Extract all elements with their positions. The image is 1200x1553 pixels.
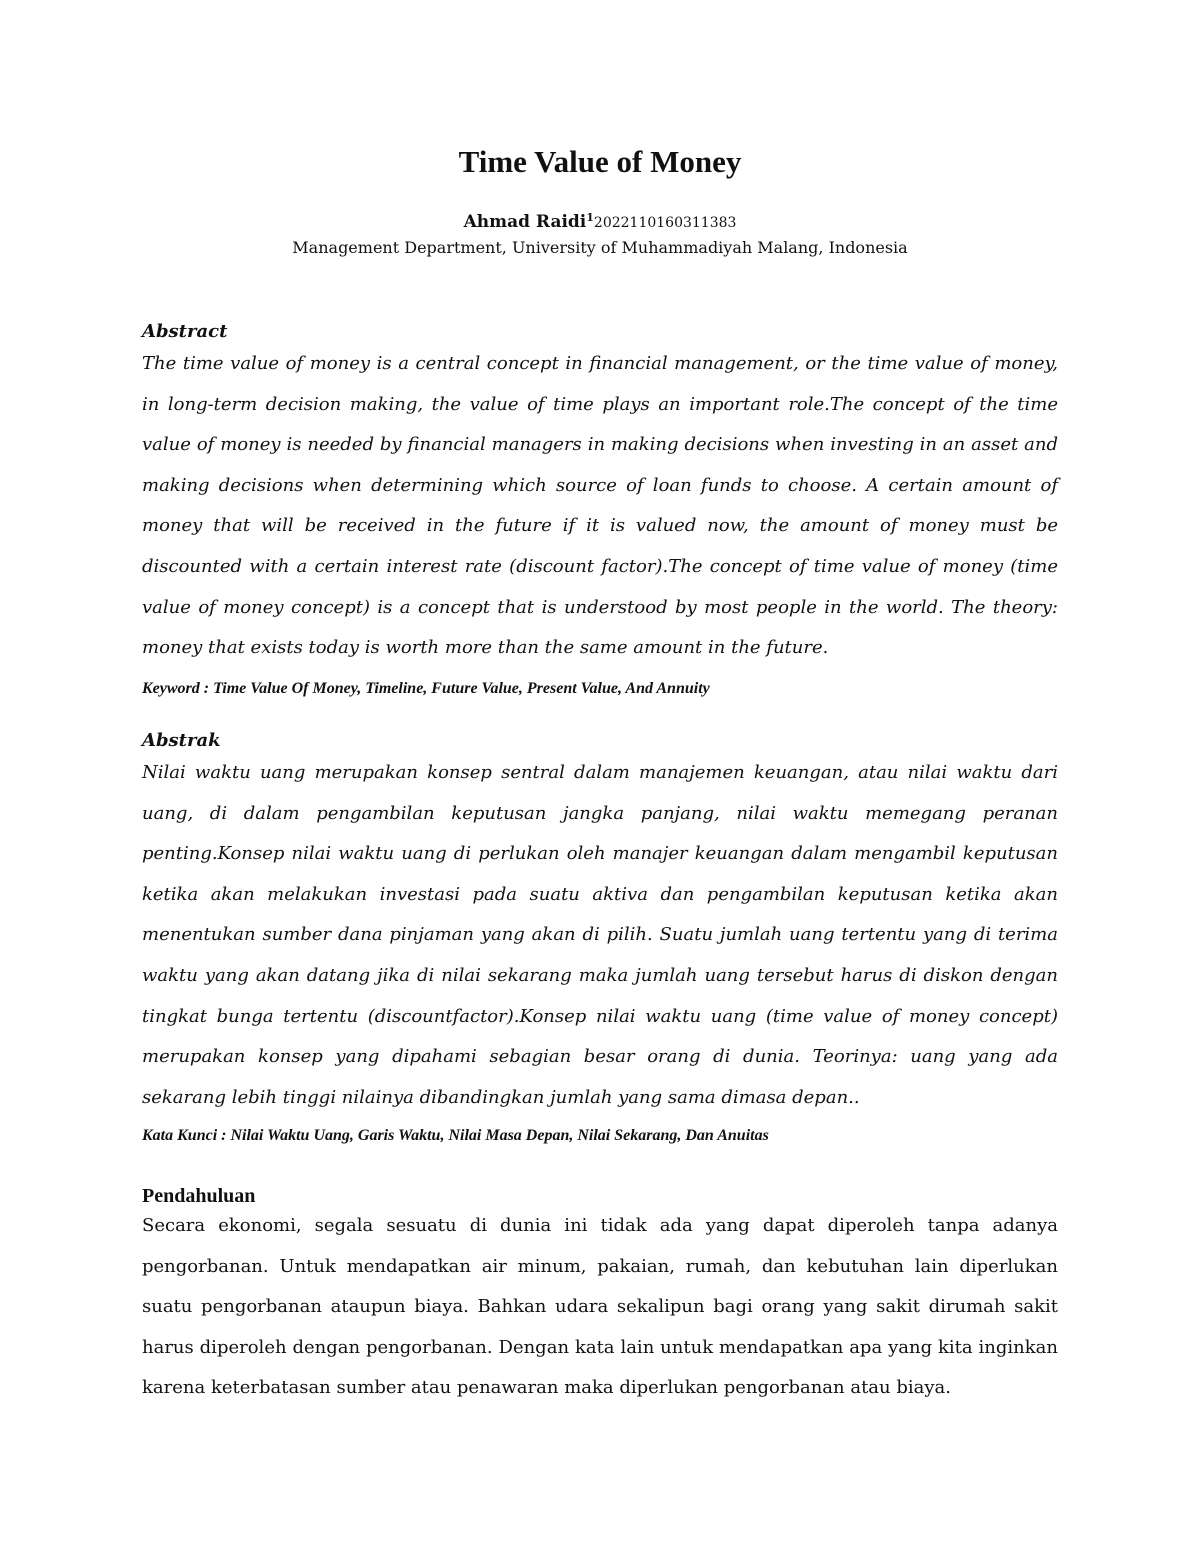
paper-title: Time Value of Money [458, 144, 742, 179]
abstract-heading: Abstract [142, 321, 228, 342]
abstrak-text: Nilai waktu uang merupakan konsep sentral dalam manajemen keuangan, atau nilai waktu dari uang, di dalam pengambilan keputusan jangka panjang, nilai waktu memegang peranan penting.Konsep nilai waktu uang di perlukan oleh manajer keuangan dalam mengambil keputusan ketika akan melakukan investasi pada suatu aktiva dan pengambilan keputusan ketika akan menentukan sumber dana pinjaman yang akan di pilih. Suatu jumlah uang tertentu yang di terima waktu yang akan datang jika di nilai sekarang maka jumlah uang tersebut harus di diskon dengan tingkat bunga tertentu (discountfactor).Konsep nilai waktu uang (time value of money concept) merupakan konsep yang dipahami sebagian besar orang di dunia. Teorinya: uang yang ada sekarang lebih tinggi nilainya dibandingkan jumlah yang sama dimasa depan.. [142, 762, 1058, 1108]
author-student-id: 2022110160311383 [593, 215, 737, 231]
abstrak-keywords: Kata Kunci : Nilai Waktu Uang, Garis Waktu, Nilai Masa Depan, Nilai Sekarang, Dan Anuitas [142, 1127, 769, 1144]
author-line [0, 206, 1200, 235]
introduction-text: Secara ekonomi, segala sesuatu di dunia ini tidak ada yang dapat diperoleh tanpa adanya pengorbanan. Untuk mendapatkan air minum, pakaian, rumah, dan kebutuhan lain diperlukan suatu pengorbanan ataupun biaya. Bahkan udara sekalipun bagi orang yang sakit dirumah sakit harus diperoleh dengan pengorbanan. Dengan kata lain untuk mendapatkan apa yang kita inginkan karena keterbatasan sumber atau penawaran maka diperlukan pengorbanan atau biaya. [142, 1215, 1058, 1399]
abstrak-heading: Abstrak [142, 730, 221, 751]
author-superscript: 1 [586, 211, 594, 224]
author-name: Ahmad Raidi [463, 212, 587, 232]
abstract-text: The time value of money is a central concept in financial management, or the time value of money, in long-term decision making, the value of time plays an important role.The concept of the time value of money is needed by financial managers in making decisions when investing in an asset and making decisions when determining which source of loan funds to choose. A certain amount of money that will be received in the future if it is valued now, the amount of money must be discounted with a certain interest rate (discount factor).The concept of time value of money (time value of money concept) is a concept that is understood by most people in the world. The theory: money that exists today is worth more than the same amount in the future. [142, 353, 1058, 659]
abstract-keywords: Keyword : Time Value Of Money, Timeline, Future Value, Present Value, And Annuity [142, 680, 710, 697]
introduction-heading: Pendahuluan [142, 1185, 256, 1207]
author-affiliation: Management Department, University of Muhammadiyah Malang, Indonesia [292, 238, 908, 257]
